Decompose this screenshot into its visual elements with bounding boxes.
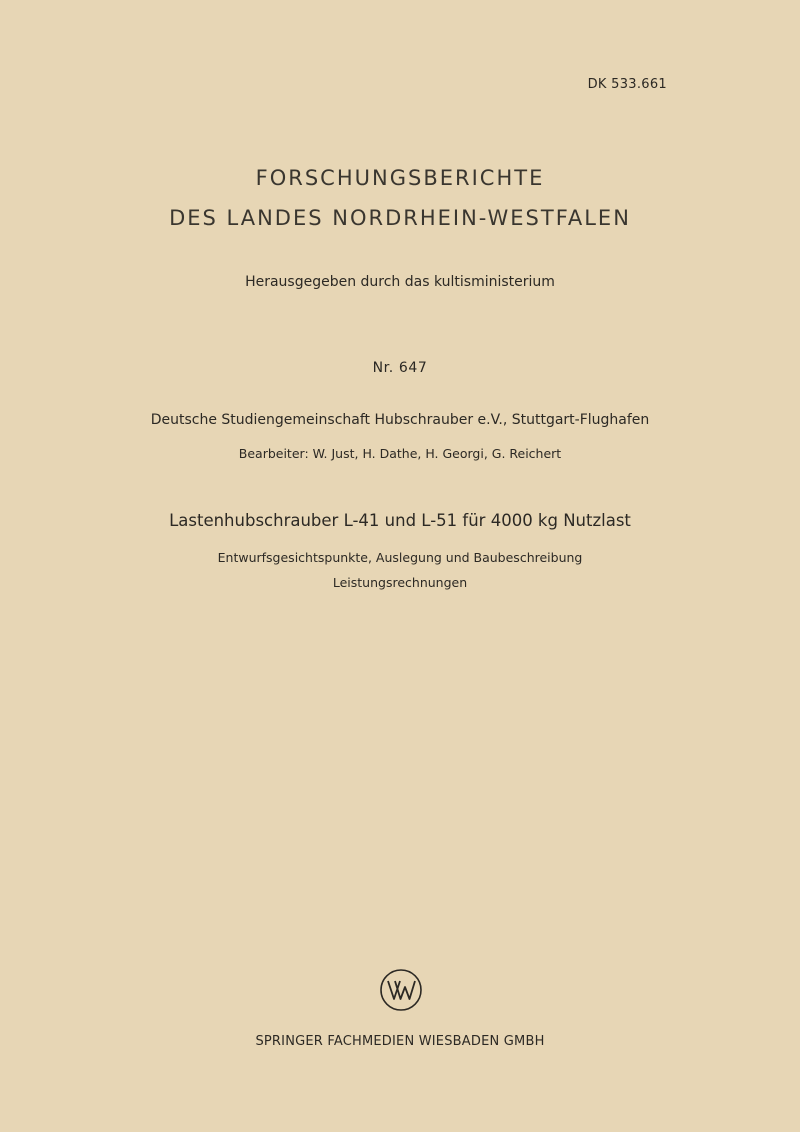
report-subtitle-line-2: Leistungsrechnungen	[332, 575, 468, 590]
report-subtitle-line-1: Entwurfsgesichtspunkte, Auslegung und Baubeschreibung	[217, 550, 583, 565]
series-title-line-2: DES LANDES NORDRHEIN-WESTFALEN	[169, 206, 631, 230]
classification-number: DK 533.661	[587, 77, 667, 92]
vw-publisher-logo-icon	[379, 968, 423, 1012]
organization: Deutsche Studiengemeinschaft Hubschrauber e.V., Stuttgart-Flughafen	[150, 412, 650, 428]
publisher-note: Herausgegeben durch das kultisministerium	[245, 274, 555, 290]
publisher-imprint: SPRINGER FACHMEDIEN WIESBADEN GMBH	[255, 1034, 545, 1049]
series-title-line-1: FORSCHUNGSBERICHTE	[255, 166, 545, 190]
authors: Bearbeiter: W. Just, H. Dathe, H. Georgi, G. Reichert	[238, 446, 562, 461]
report-number: Nr. 647	[372, 360, 428, 376]
report-title: Lastenhubschrauber L-41 und L-51 für 4000 kg Nutzlast	[169, 511, 631, 530]
